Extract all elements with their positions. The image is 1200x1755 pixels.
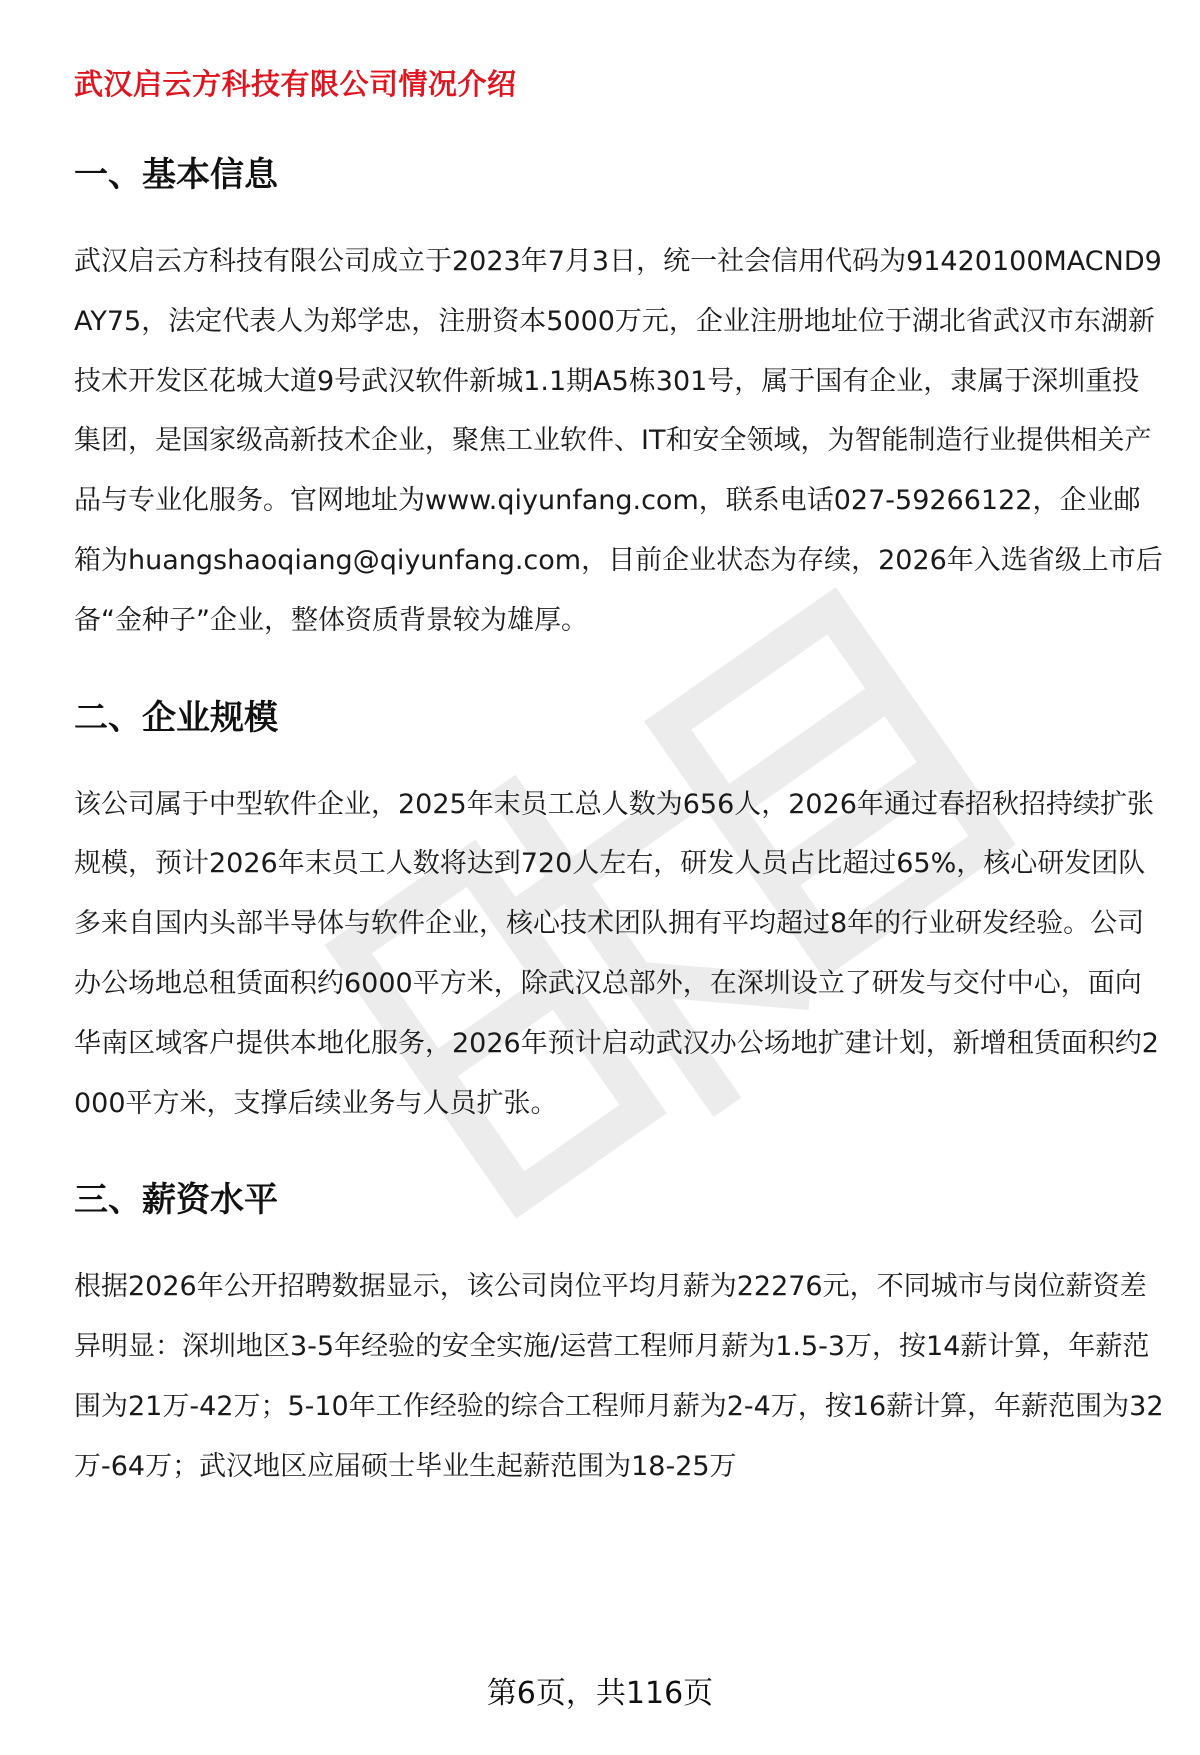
page-number-footer: 第6页，共116页 [486, 1676, 714, 1711]
paragraph-salary-level: 根据2026年公开招聘数据显示，该公司岗位平均月薪为22276元，不同城市与岗位薪资差异明显：深圳地区3-5年经验的安全实施/运营工程师月薪为1.5-3万，按14薪计算，年薪范围为21万-42万；5-10年工作经验的综合工程师月薪为2-4万，按16薪计算，年薪范围为32万-64万；武汉地区应届硕士毕业生起薪范围为18-25万 [74, 1271, 1164, 1482]
paragraph-basic-info: 武汉启云方科技有限公司成立于2023年7月3日，统一社会信用代码为91420100MACND9AY75，法定代表人为郑学忠，注册资本5000万元，企业注册地址位于湖北省武汉市东湖新技术开发区花城大道9号武汉软件新城1.1期A5栋301号，属于国有企业，隶属于深圳重投集团，是国家级高新技术企业，聚焦工业软件、IT和安全领域，为智能制造行业提供相关产品与专业化服务。官网地址为www.qiyunfang.com，联系电话027-59266122，企业邮箱为huangshaoqiang@qiyunfang.com，目前企业状态为存续，2026年入选省级上市后备“金种子”企业，整体资质背景较为雄厚。 [74, 246, 1163, 636]
section-heading-salary-level: 三、薪资水平 [74, 1180, 278, 1221]
section-heading-basic-info: 一、基本信息 [74, 155, 278, 195]
paragraph-company-scale: 该公司属于中型软件企业，2025年末员工总人数为656人，2026年通过春招秋招持续扩张规模，预计2026年末员工人数将达到720人左右，研发人员占比超过65%，核心研发团队多来自国内头部半导体与软件企业，核心技术团队拥有平均超过8年的行业研发经验。公司办公场地总租赁面积约6000平方米，除武汉总部外，在深圳设立了研发与交付中心，面向华南区域客户提供本地化服务，2026年预计启动武汉办公场地扩建计划，新增租赁面积约2000平方米，支撑后续业务与人员扩张。 [74, 788, 1159, 1119]
section-heading-company-scale: 二、企业规模 [74, 697, 278, 738]
document-body [74, 52, 1164, 1497]
document-title: 武汉启云方科技有限公司情况介绍 [74, 67, 517, 101]
